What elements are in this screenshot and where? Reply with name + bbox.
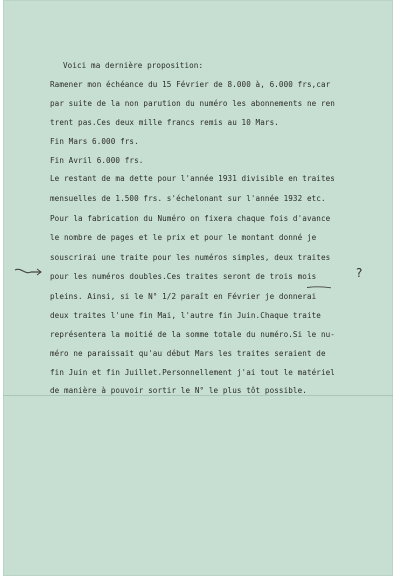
letter-line-6: Fin Avril 6.000 frs. — [50, 156, 144, 165]
letter-line-10: le nombre de pages et le prix et pour le montant donné je — [50, 233, 317, 242]
letter-line-18: de manière à pouvoir sortir le N° le plus tôt possible. — [50, 386, 307, 395]
letter-line-12: pour les numéros doubles.Ces traites seront de trois mois — [50, 272, 317, 281]
handwritten-arrow-mark — [13, 266, 43, 278]
letter-line-1: Voici ma dernière proposition: — [63, 61, 204, 70]
letter-line-9: Pour la fabrication du Numéro on fixera chaque fois d'avance — [50, 214, 331, 223]
letter-line-8: mensuelles de 1.500 frs. s'échelonant sur l'année 1932 etc. — [50, 194, 326, 203]
letter-line-4: trent pas.Ces deux mille francs remis au 10 Mars. — [50, 118, 279, 127]
letter-line-2: Ramener mon échéance du 15 Février de 8.000 à, 6.000 frs,car — [50, 80, 331, 89]
handwritten-question-mark: ? — [356, 266, 363, 280]
handwritten-underline — [307, 286, 331, 289]
letter-line-11: souscrirai une traite pour les numéros simples, deux traites — [50, 253, 331, 262]
letter-line-7: Le restant de ma dette pour l'année 1931 divisible en traites — [50, 174, 335, 183]
paper-sheet — [3, 0, 393, 576]
letter-line-14: deux traites l'une fin Mai, l'autre fin Juin.Chaque traite — [50, 311, 321, 320]
letter-line-5: Fin Mars 6.000 frs. — [50, 137, 139, 146]
letter-line-17: fin Juin et fin Juillet.Personnellement j'ai tout le matériel — [50, 368, 335, 377]
letter-line-16: méro ne paraissait qu'au début Mars les traites seraient de — [50, 349, 326, 358]
letter-line-3: par suite de la non parution du numéro les abonnements ne ren — [50, 99, 335, 108]
letter-line-13: pleins. Ainsi, si le N° 1/2 paraît en Février je donnerai — [50, 292, 317, 301]
letter-line-15: représentera la moitié de la somme totale du numéro.Si le nu- — [50, 330, 335, 339]
